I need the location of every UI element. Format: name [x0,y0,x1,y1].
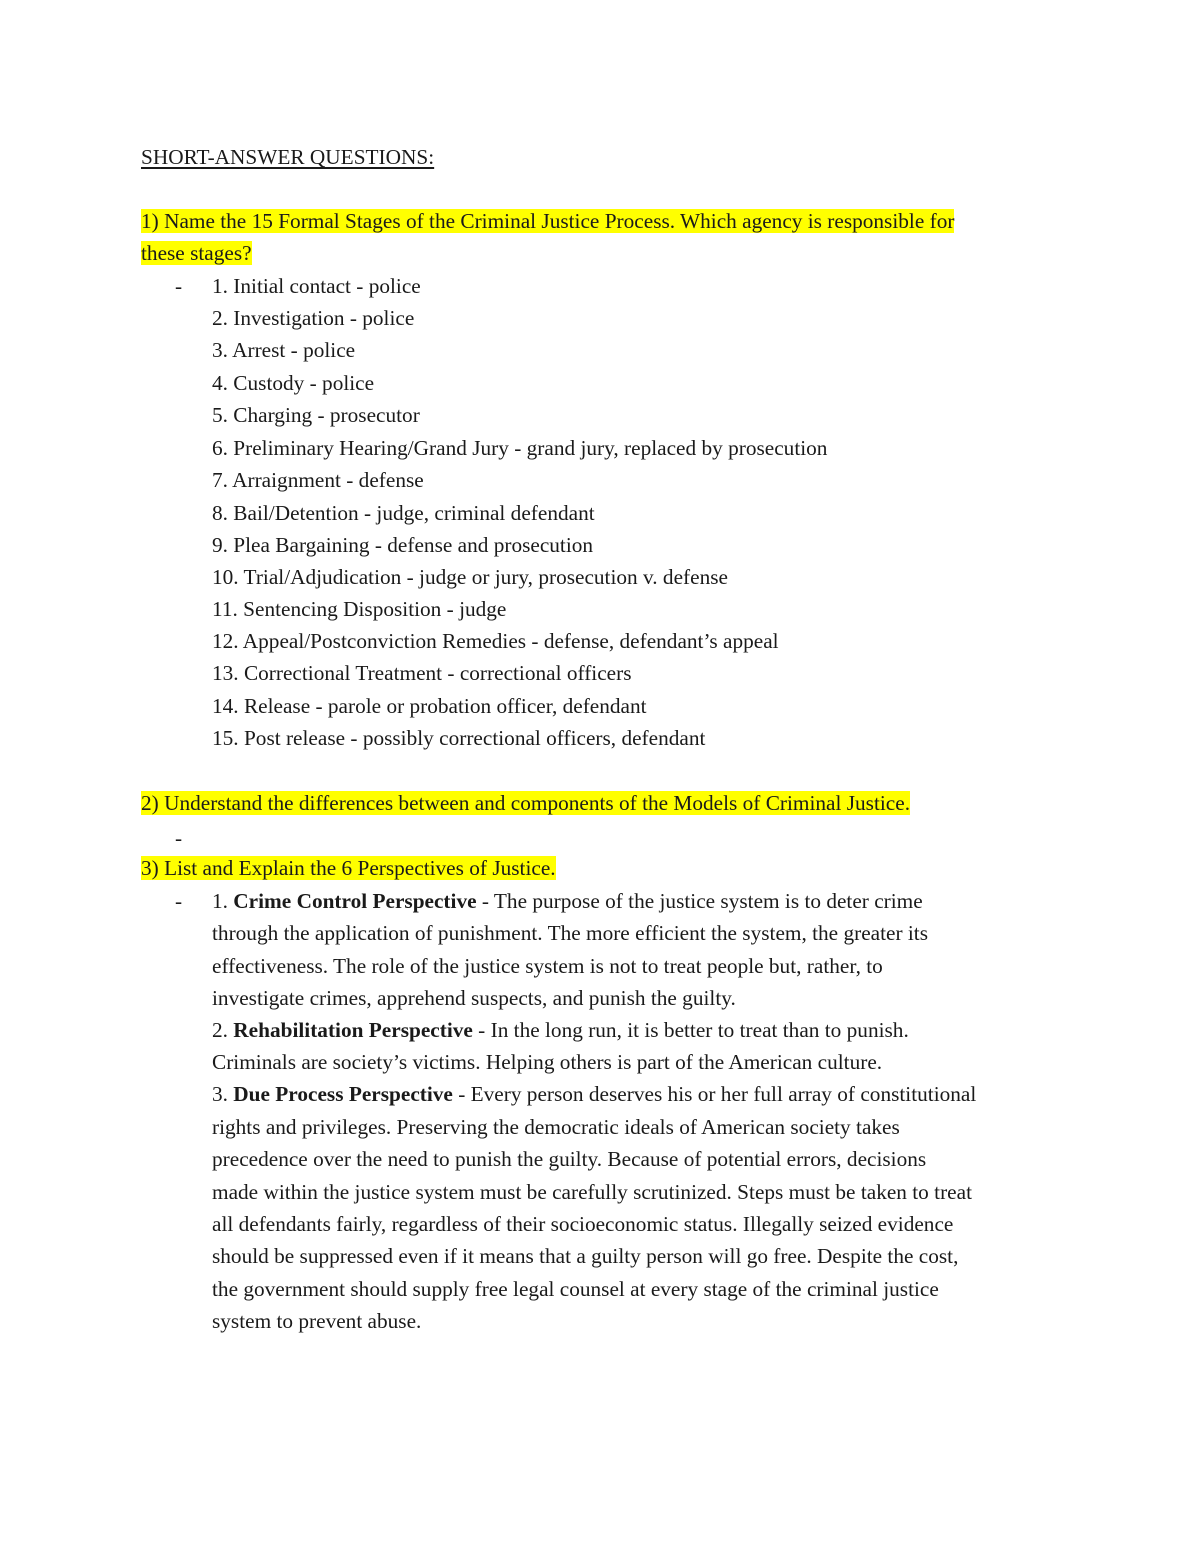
stage-item: 10. Trial/Adjudication - judge or jury, prosecution v. defense [212,565,728,589]
perspective-text-line: precedence over the need to punish the guilty. Because of potential errors, decisions [212,1147,927,1171]
stage-item: 2. Investigation - police [212,306,415,330]
list-dash: - [175,889,183,913]
stage-item: 3. Arrest - police [212,338,356,362]
perspective-1-term: Crime Control Perspective [233,889,477,913]
stage-item: 5. Charging - prosecutor [212,403,420,427]
perspective-text-line: the government should supply free legal counsel at every stage of the criminal justice [212,1277,939,1301]
stage-item: 13. Correctional Treatment - correctional officers [212,661,632,685]
perspective-text-line: system to prevent abuse. [212,1309,422,1333]
question-1-line-1: 1) Name the 15 Formal Stages of the Criminal Justice Process. Which agency is responsible for [141,209,955,233]
perspective-text-line: should be suppressed even if it means that a guilty person will go free. Despite the cost, [212,1244,959,1268]
perspective-text-line: effectiveness. The role of the justice system is not to treat people but, rather, to [212,954,883,978]
perspective-text-line: Criminals are society’s victims. Helping others is part of the American culture. [212,1050,883,1074]
stage-item: 8. Bail/Detention - judge, criminal defendant [212,501,595,525]
perspective-text-line: investigate crimes, apprehend suspects, and punish the guilty. [212,986,736,1010]
perspective-2-term: Rehabilitation Perspective [233,1018,473,1042]
perspective-text-line: made within the justice system must be carefully scrutinized. Steps must be taken to treat [212,1180,972,1204]
stage-item: 14. Release - parole or probation officer, defendant [212,694,647,718]
stage-item: 15. Post release - possibly correctional officers, defendant [212,726,706,750]
stage-item: 12. Appeal/Postconviction Remedies - defense, defendant’s appeal [212,629,779,653]
stage-item: 9. Plea Bargaining - defense and prosecution [212,533,594,557]
perspective-1-line: 1. Crime Control Perspective - The purpose of the justice system is to deter crime [212,889,923,913]
question-2: 2) Understand the differences between and components of the Models of Criminal Justice. [141,791,911,815]
stage-item: 1. Initial contact - police [212,274,421,298]
stage-item: 11. Sentencing Disposition - judge [212,597,507,621]
perspective-text-line: rights and privileges. Preserving the democratic ideals of American society takes [212,1115,900,1139]
stage-item: 6. Preliminary Hearing/Grand Jury - grand jury, replaced by prosecution [212,436,828,460]
question-1-line-2: these stages? [141,241,252,265]
page-heading: SHORT-ANSWER QUESTIONS: [141,145,435,169]
perspective-2-line: 2. Rehabilitation Perspective - In the long run, it is better to treat than to punish. [212,1018,909,1042]
perspective-3-term: Due Process Perspective [233,1082,453,1106]
question-3: 3) List and Explain the 6 Perspectives of Justice. [141,856,556,880]
list-dash: - [175,274,183,298]
list-dash: - [175,826,183,850]
perspective-text-line: through the application of punishment. The more efficient the system, the greater its [212,921,929,945]
stage-item: 4. Custody - police [212,371,375,395]
perspective-3-line: 3. Due Process Perspective - Every person deserves his or her full array of constitutional [212,1082,977,1106]
stage-item: 7. Arraignment - defense [212,468,424,492]
perspective-text-line: all defendants fairly, regardless of their socioeconomic status. Illegally seized evidence [212,1212,954,1236]
